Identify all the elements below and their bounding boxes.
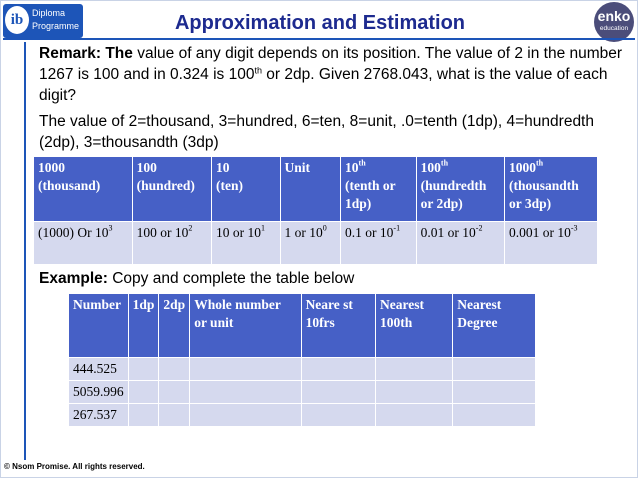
copyright-footer: © Nsom Promise. All rights reserved. [4,462,145,471]
slide-title: Approximation and Estimation [174,12,466,34]
place-header-cell: 1000th (thousandth or 3dp) [504,157,597,222]
practice-answer-cell[interactable] [128,381,159,404]
example-paragraph [39,268,631,289]
enko-logo-sub: education [599,25,629,32]
practice-answer-cell[interactable] [128,358,159,381]
enko-education-logo [594,2,634,42]
practice-answer-cell[interactable] [453,404,536,427]
practice-answer-cell[interactable] [453,381,536,404]
practice-header-cell: Nearest Degree [453,294,536,358]
answer-paragraph: The value of 2=thousand, 3=hundred, 6=ten, 8=unit, .0=tenth (1dp), 4=hundredth (2dp), 3=thousandth (3dp) [39,113,594,151]
ib-logo-line2: Programme [32,21,80,31]
practice-answer-cell[interactable] [159,404,190,427]
header-divider [3,38,635,40]
practice-header-cell: Neare st 10frs [301,294,375,358]
place-value-table [33,156,598,265]
practice-header-cell: 1dp [128,294,159,358]
practice-answer-cell[interactable] [190,358,301,381]
practice-row [69,381,536,404]
practice-header-cell: Nearest 100th [375,294,452,358]
practice-answer-cell[interactable] [128,404,159,427]
place-header-cell: Unit [280,157,341,222]
remark-superscript: th [254,65,262,76]
practice-answer-cell[interactable] [375,358,452,381]
place-value-cell: 0.01 or $10^{-2}$ [416,222,504,265]
practice-header-row [69,294,536,358]
practice-table [68,293,536,427]
practice-answer-cell[interactable] [453,358,536,381]
place-value-cell: 0.1 or $10^{-1}$ [341,222,417,265]
place-header-cell: 100th (hundredth or 2dp) [416,157,504,222]
practice-answer-cell[interactable] [301,404,375,427]
practice-row [69,404,536,427]
place-header-cell: 1000 (thousand) [34,157,133,222]
example-text: Copy and complete the table below [107,270,355,287]
practice-answer-cell[interactable] [190,404,301,427]
place-value-cell: 1 or $10^0$ [280,222,341,265]
ib-logo-letters: ib [10,12,24,28]
practice-answer-cell[interactable] [375,381,452,404]
remark-text-2: or 2dp. Given 2768.043, what is the value of each digit? [39,66,608,104]
practice-header-cell: Number [69,294,129,358]
practice-answer-cell[interactable] [301,358,375,381]
place-value-header-row [34,157,598,222]
place-header-cell: 100 (hundred) [132,157,211,222]
practice-answer-cell[interactable] [159,358,190,381]
ib-logo-line1: Diploma [32,8,66,18]
place-value-cell: 0.001 or $10^{-3}$ [504,222,597,265]
remark-paragraph [39,43,631,106]
practice-number-cell: 267.537 [69,404,129,427]
place-value-values-row [34,222,598,265]
practice-answer-cell[interactable] [190,381,301,404]
left-accent-line [24,42,26,460]
place-header-cell: 10 (ten) [212,157,280,222]
practice-answer-cell[interactable] [301,381,375,404]
ib-logo-text [32,7,82,33]
practice-row [69,358,536,381]
place-header-cell: 10th (tenth or 1dp) [341,157,417,222]
remark-text-1: value of any digit depends on its position. The value of 2 in the number 1267 is 100 and in 0.324 is 100 [39,45,623,83]
ib-diploma-logo [3,4,83,38]
practice-number-cell: 444.525 [69,358,129,381]
place-value-cell: (1000) Or $10^3$ [34,222,133,265]
place-value-cell: 100 or $10^2$ [132,222,211,265]
example-label: Example: [39,270,108,287]
practice-answer-cell[interactable] [159,381,190,404]
enko-logo-word: enko [597,8,631,24]
practice-number-cell: 5059.996 [69,381,129,404]
practice-header-cell: Whole number or unit [190,294,301,358]
remark-label: Remark: The [39,45,133,62]
practice-answer-cell[interactable] [375,404,452,427]
place-value-cell: 10 or $10^1$ [212,222,280,265]
practice-header-cell: 2dp [159,294,190,358]
